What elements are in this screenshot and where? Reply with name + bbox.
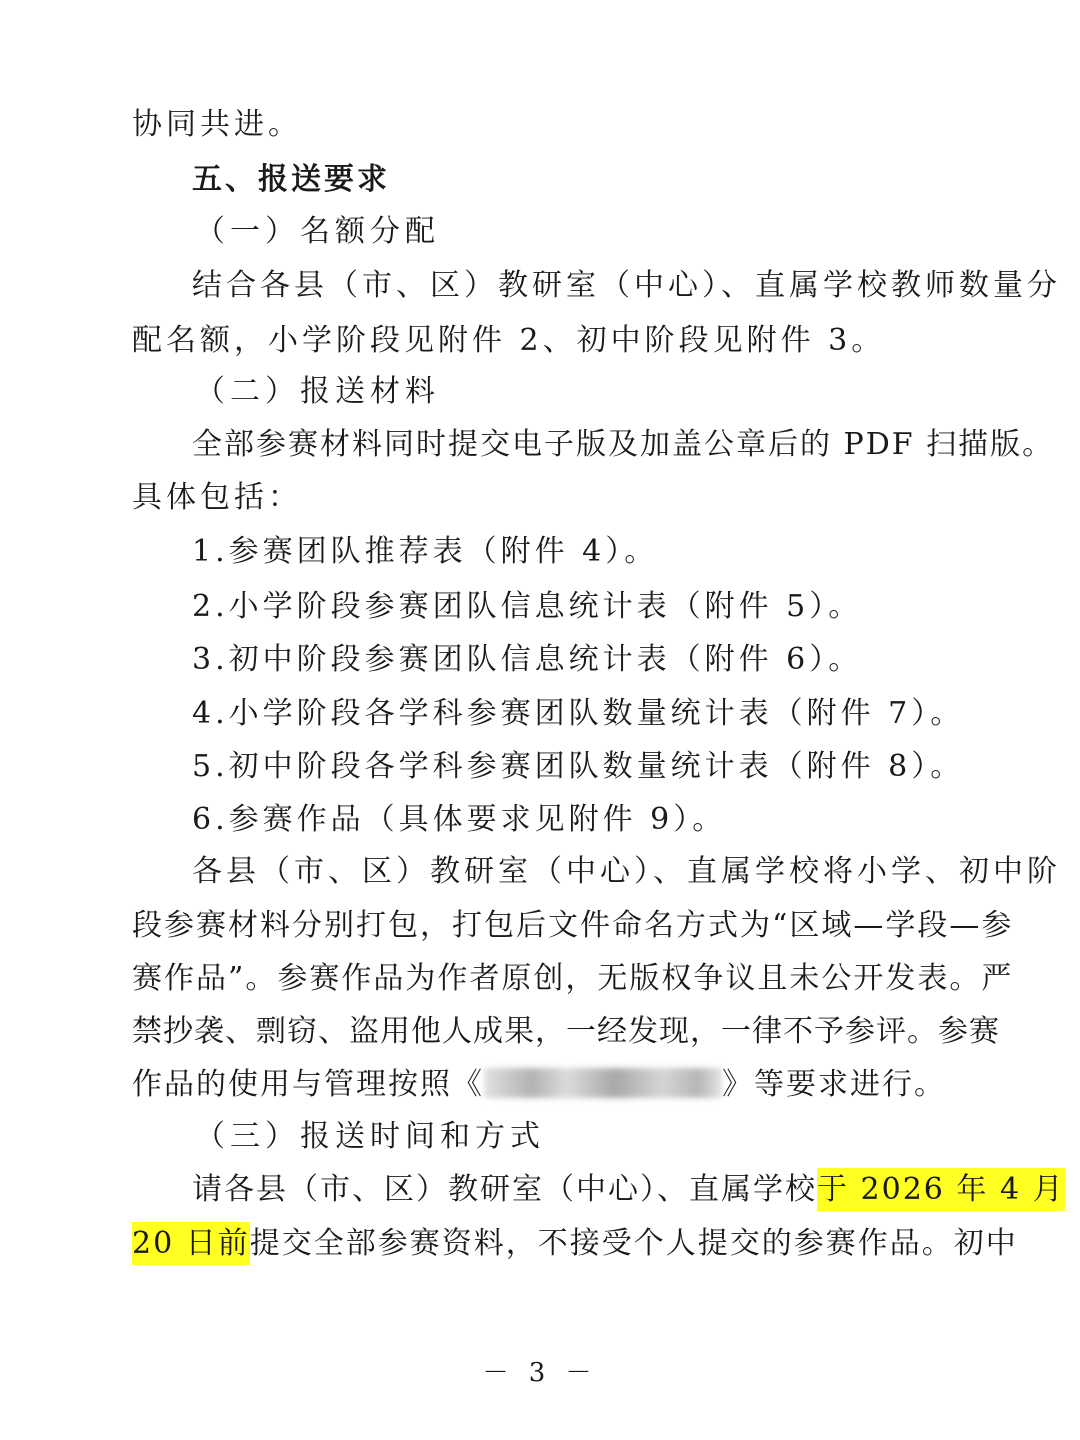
text-span: 提交全部参赛资料，不接受个人提交的参赛作品。初中 bbox=[249, 1226, 1018, 1261]
page-number: － 3 － bbox=[482, 1358, 598, 1388]
list-item: 5.初中阶段各学科参赛团队数量统计表（附件 8）。 bbox=[192, 749, 965, 784]
redacted-text bbox=[484, 1068, 722, 1098]
paragraph-line bbox=[192, 1170, 1065, 1210]
highlighted-date: 20 日前 bbox=[132, 1222, 250, 1265]
paragraph-line: 结合各县（市、区）教研室（中心）、直属学校教师数量分 bbox=[192, 268, 1061, 303]
highlighted-date: 于 2026 年 4 月 bbox=[817, 1168, 1065, 1211]
section-heading: 五、报送要求 bbox=[192, 162, 390, 197]
subsection-heading: （三）报送时间和方式 bbox=[195, 1119, 545, 1154]
paragraph-line: 禁抄袭、剽窃、盗用他人成果，一经发现，一律不予参评。参赛 bbox=[132, 1014, 1000, 1049]
list-item: 3.初中阶段参赛团队信息统计表（附件 6）。 bbox=[192, 642, 863, 677]
subsection-heading: （一）名额分配 bbox=[195, 214, 440, 249]
list-item: 6.参赛作品（具体要求见附件 9）。 bbox=[192, 802, 727, 837]
paragraph-line: 段参赛材料分别打包，打包后文件命名方式为“区域—学段—参 bbox=[132, 908, 1014, 943]
paragraph-line bbox=[132, 1224, 1018, 1264]
paragraph-line: 协同共进。 bbox=[132, 107, 302, 142]
paragraph-line: 配名额，小学阶段见附件 2、初中阶段见附件 3。 bbox=[132, 323, 886, 358]
list-item: 4.小学阶段各学科参赛团队数量统计表（附件 7）。 bbox=[192, 696, 965, 731]
paragraph-line: 具体包括： bbox=[132, 480, 302, 515]
text-span: 》等要求进行。 bbox=[722, 1067, 946, 1102]
paragraph-line: 赛作品”。参赛作品为作者原创，无版权争议且未公开发表。严 bbox=[132, 961, 1014, 996]
paragraph-line: 各县（市、区）教研室（中心）、直属学校将小学、初中阶 bbox=[192, 854, 1061, 889]
text-span: 作品的使用与管理按照《 bbox=[132, 1067, 484, 1102]
subsection-heading: （二）报送材料 bbox=[195, 374, 440, 409]
text-span: 请各县（市、区）教研室（中心）、直属学校 bbox=[192, 1172, 817, 1207]
list-item: 2.小学阶段参赛团队信息统计表（附件 5）。 bbox=[192, 589, 863, 624]
paragraph-line: 全部参赛材料同时提交电子版及加盖公章后的 PDF 扫描版。 bbox=[192, 427, 1055, 462]
paragraph-line bbox=[132, 1065, 967, 1105]
list-item: 1.参赛团队推荐表（附件 4）。 bbox=[192, 534, 659, 569]
